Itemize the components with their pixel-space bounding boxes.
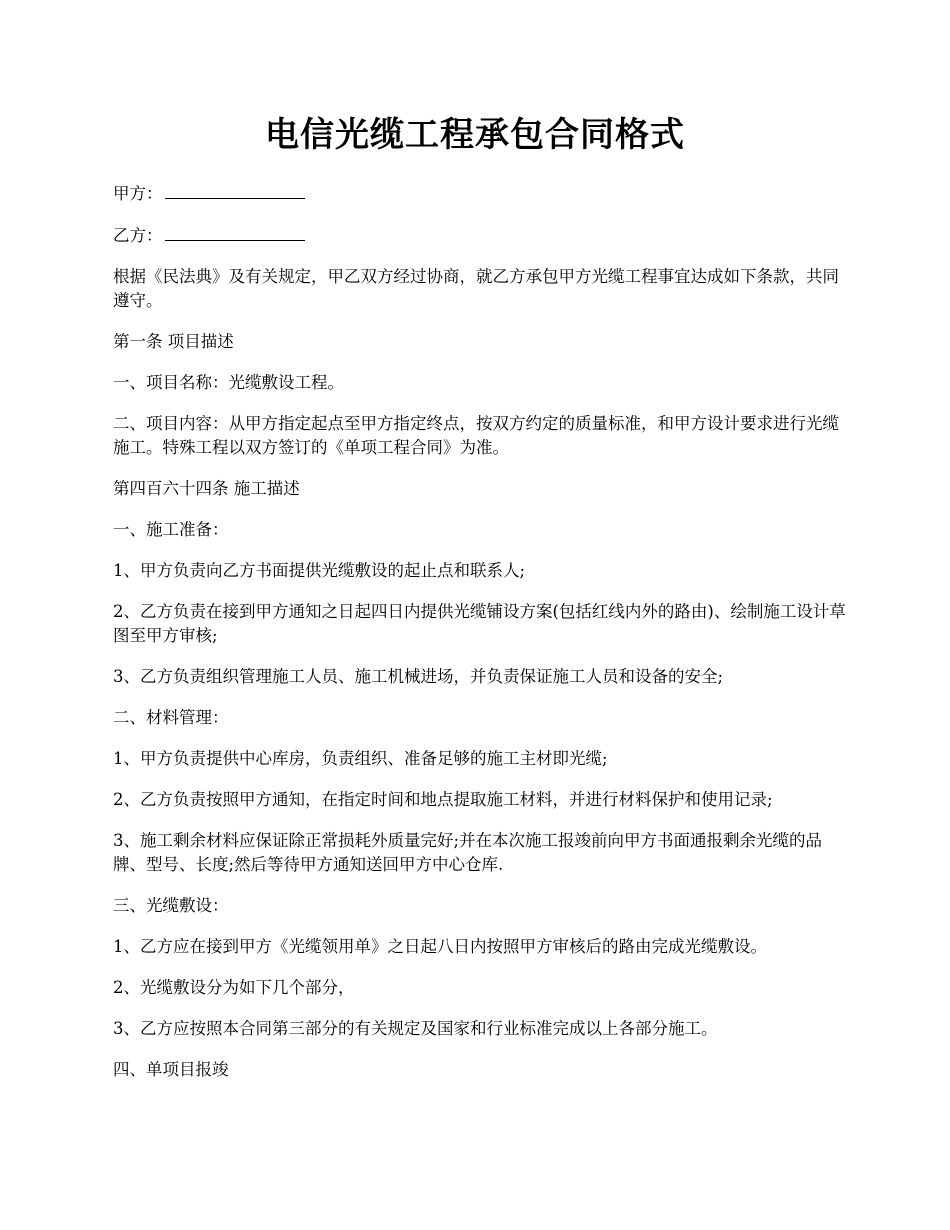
- paragraph-article-464: 第四百六十四条 施工描述: [113, 479, 300, 498]
- party-a-label: 甲方：: [113, 184, 163, 203]
- paragraph: 四、单项目报竣: [113, 1060, 229, 1079]
- paragraph: 二、材料管理：: [113, 708, 229, 727]
- paragraph: 1、甲方负责向乙方书面提供光缆敷设的起止点和联系人;: [113, 561, 526, 580]
- document-title: 电信光缆工程承包合同格式: [265, 115, 685, 155]
- paragraph: 3、乙方应按照本合同第三部分的有关规定及国家和行业标准完成以上各部分施工。: [113, 1019, 718, 1038]
- paragraph: 2、光缆敷设分为如下几个部分，: [113, 978, 355, 997]
- paragraph: 1、乙方应在接到甲方《光缆领用单》之日起八日内按照甲方审核后的路由完成光缆敷设。: [113, 937, 767, 956]
- paragraph-preamble: 根据《民法典》及有关规定，甲乙双方经过协商，就乙方承包甲方光缆工程事宜达成如下条款，共同遵守。: [113, 267, 839, 310]
- document-body: [113, 181, 848, 1099]
- party-b-blank: [165, 223, 305, 241]
- paragraph: 二、项目内容：从甲方指定起点至甲方指定终点，按双方约定的质量标准，和甲方设计要求进行光缆施工。特殊工程以双方签订的《单项工程合同》为准。: [113, 414, 839, 457]
- paragraph: 1、甲方负责提供中心库房，负责组织、准备足够的施工主材即光缆;: [113, 749, 608, 768]
- party-b-label: 乙方：: [113, 226, 163, 245]
- paragraph: 三、光缆敷设：: [113, 896, 229, 915]
- paragraph: 2、乙方负责在接到甲方通知之日起四日内提供光缆铺设方案(包括红线内外的路由)、绘制施工设计草图至甲方审核;: [113, 602, 846, 645]
- paragraph: 一、项目名称：光缆敷设工程。: [113, 373, 344, 392]
- paragraph: 一、施工准备：: [113, 520, 229, 539]
- party-a-blank: [165, 181, 305, 199]
- paragraph: 3、乙方负责组织管理施工人员、施工机械进场，并负责保证施工人员和设备的安全;: [113, 667, 724, 686]
- party-b-line: [113, 223, 848, 248]
- paragraph-article-1: 第一条 项目描述: [113, 332, 234, 351]
- paragraph: 3、施工剩余材料应保证除正常损耗外质量完好;并在本次施工报竣前向甲方书面通报剩余光缆的品牌、型号、长度;然后等待甲方通知送回甲方中心仓库.: [113, 831, 823, 874]
- party-a-line: [113, 181, 848, 206]
- paragraph: 2、乙方负责按照甲方通知，在指定时间和地点提取施工材料，并进行材料保护和使用记录;: [113, 790, 773, 809]
